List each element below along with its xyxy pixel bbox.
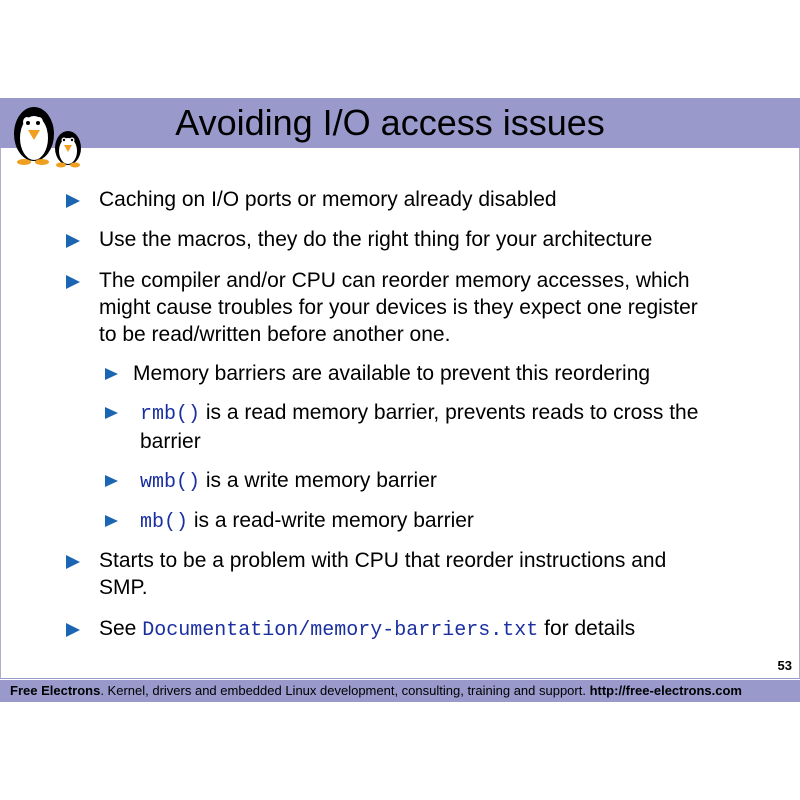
- sub-list-item: wmb() is a write memory barrier: [140, 469, 437, 494]
- code-mb: mb(): [140, 511, 189, 534]
- code-rmb: rmb(): [140, 403, 201, 426]
- triangle-bullet-icon: [105, 368, 118, 380]
- slide-title: Avoiding I/O access issues: [175, 102, 605, 143]
- triangle-bullet-icon: [105, 515, 118, 527]
- triangle-bullet-icon: [66, 623, 80, 637]
- list-item: Starts to be a problem with CPU that reorder instructions and SMP.: [99, 549, 667, 599]
- triangle-bullet-icon: [66, 555, 80, 569]
- code-wmb: wmb(): [140, 471, 201, 494]
- footer-brand: Free Electrons: [10, 683, 101, 698]
- list-item: Caching on I/O ports or memory already disabled: [99, 188, 557, 211]
- sub-list-item: rmb() is a read memory barrier, prevents reads to cross the barrier: [140, 401, 699, 453]
- sub-list-item: mb() is a read-write memory barrier: [140, 509, 474, 534]
- footer: [0, 680, 800, 702]
- list-item: Use the macros, they do the right thing for your architecture: [99, 228, 653, 251]
- code-doc-path: Documentation/memory-barriers.txt: [142, 619, 539, 642]
- triangle-bullet-icon: [66, 194, 80, 208]
- list-item: See Documentation/memory-barriers.txt for details: [99, 617, 636, 642]
- triangle-bullet-icon: [66, 275, 80, 289]
- slide-content: [0, 98, 800, 658]
- footer-url[interactable]: http://free-electrons.com: [589, 683, 742, 698]
- triangle-bullet-icon: [66, 234, 80, 248]
- sub-list-item: Memory barriers are available to prevent this reordering: [133, 362, 651, 385]
- list-item: The compiler and/or CPU can reorder memory accesses, which might cause troubles for your devices is they expect one register to be read/written before another one.: [99, 269, 698, 346]
- footer-text: . Kernel, drivers and embedded Linux development, consulting, training and support.: [100, 683, 590, 698]
- triangle-bullet-icon: [105, 475, 118, 487]
- page-number: 53: [777, 658, 792, 673]
- slide: [0, 98, 800, 702]
- triangle-bullet-icon: [105, 407, 118, 419]
